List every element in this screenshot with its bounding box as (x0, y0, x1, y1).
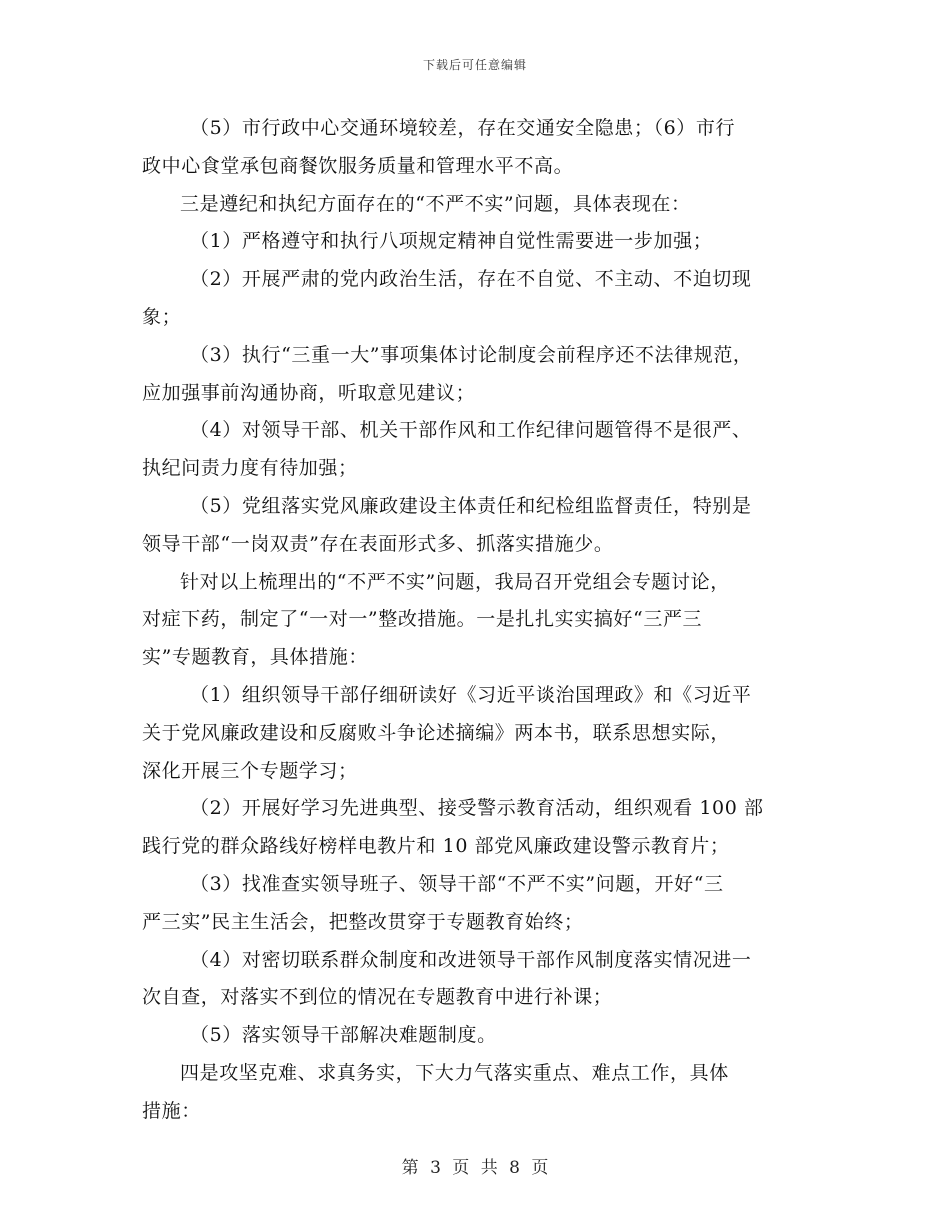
text-line: （4）对密切联系群众制度和改进领导干部作风制度落实情况进一 (190, 948, 752, 971)
text-line: （2）开展好学习先进典型、接受警示教育活动，组织观看 100 部 (190, 797, 764, 820)
text-line: 象； (142, 305, 182, 328)
text-line: 执纪问责力度有待加强； (142, 457, 358, 480)
text-line: 深化开展三个专题学习； (142, 759, 358, 782)
page-footer: 第 3 页 共 8 页 (401, 1158, 549, 1178)
text-line: 严三实”民主生活会，把整改贯穿于专题教育始终； (142, 910, 584, 933)
text-line: 政中心食堂承包商餐饮服务质量和管理水平不高。 (142, 154, 574, 177)
text-line: 实”专题教育，具体措施： (142, 646, 368, 669)
text-line: （3）执行“三重一大”事项集体讨论制度会前程序还不法律规范， (190, 343, 753, 366)
text-line: 四是攻坚克难、求真务实，下大力气落实重点、难点工作，具体 (180, 1061, 729, 1084)
text-line: （4）对领导干部、机关干部作风和工作纪律问题管得不是很严、 (190, 419, 752, 442)
text-line: （3）找准查实领导班子、领导干部“不严不实”问题，开好“三 (190, 872, 724, 895)
document-body (142, 110, 812, 1131)
text-line: （5）市行政中心交通环境较差，存在交通安全隐患；（6）市行 (190, 117, 736, 139)
text-line: （5）落实领导干部解决难题制度。 (190, 1024, 497, 1047)
text-line: （5）党组落实党风廉政建设主体责任和纪检组监督责任，特别是 (190, 494, 752, 517)
text-line: 次自查，对落实不到位的情况在专题教育中进行补课； (142, 986, 613, 1009)
text-line: 应加强事前沟通协商，听取意见建议； (142, 381, 476, 404)
text-line: （2）开展严肃的党内政治生活，存在不自觉、不主动、不迫切现 (190, 268, 752, 291)
text-line: 三是遵纪和执纪方面存在的“不严不实”问题，具体表现在： (180, 192, 691, 215)
text-line: 践行党的群众路线好榜样电教片和 10 部党风廉政建设警示教育片； (142, 835, 730, 858)
page-header: 下载后可任意编辑 (422, 58, 527, 72)
text-line: （1）严格遵守和执行八项规定精神自觉性需要进一步加强； (190, 230, 713, 253)
text-line: 对症下药，制定了“一对一”整改措施。一是扎扎实实搞好“三严三 (142, 608, 703, 631)
text-line: 关于党风廉政建设和反腐败斗争论述摘编》两本书，联系思想实际， (142, 721, 731, 744)
text-line: 领导干部“一岗双责”存在表面形式多、抓落实措施少。 (142, 532, 614, 555)
text-line: 措施： (142, 1099, 201, 1122)
text-line: （1）组织领导干部仔细研读好《习近平谈治国理政》和《习近平 (190, 683, 752, 706)
text-line: 针对以上梳理出的“不严不实”问题，我局召开党组会专题讨论， (180, 570, 730, 593)
